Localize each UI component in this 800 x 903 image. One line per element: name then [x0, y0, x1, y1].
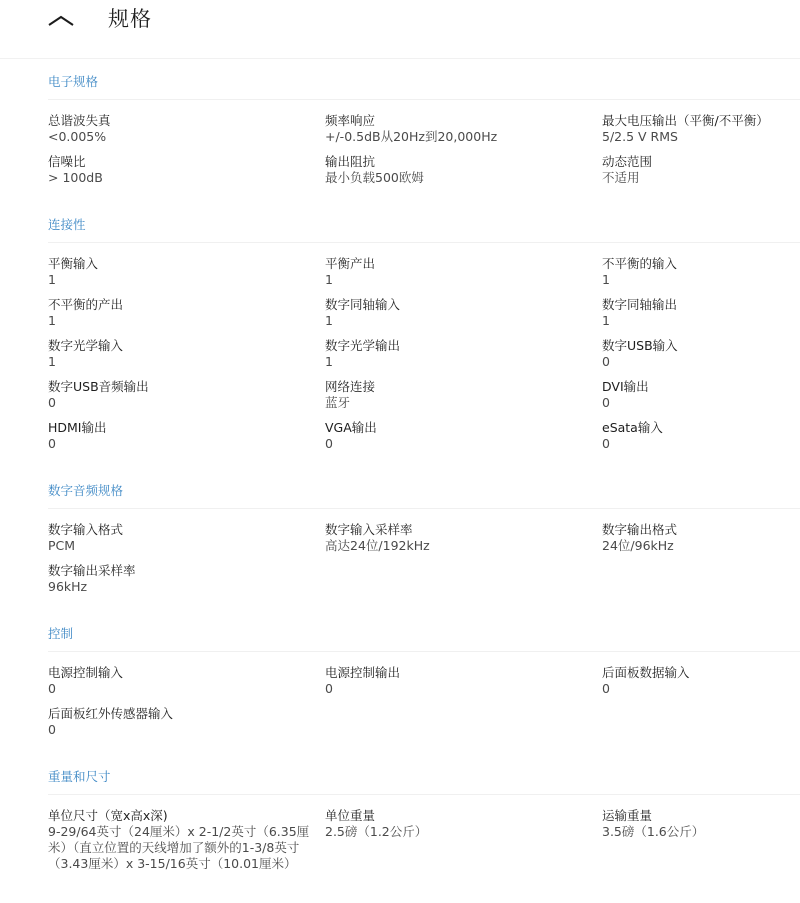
- spec-value: 5/2.5 V RMS: [602, 129, 678, 144]
- spec-item: [602, 665, 800, 706]
- spec-value: +/-0.5dB从20Hz到20,000Hz: [325, 129, 498, 144]
- spec-label: 电源控制输出: [325, 665, 401, 680]
- spec-value: 1: [325, 272, 333, 287]
- spec-label: 不平衡的产出: [48, 297, 124, 312]
- spec-label: VGA输出: [325, 420, 377, 435]
- spec-value: 0: [48, 395, 56, 410]
- spec-item: [48, 113, 325, 154]
- spec-item: [602, 808, 800, 849]
- spec-item: [602, 420, 800, 461]
- spec-label: 数字输出格式: [602, 522, 678, 537]
- section-title: 控制: [48, 626, 74, 641]
- section-title: 电子规格: [48, 74, 99, 89]
- spec-label: DVI输出: [602, 379, 649, 394]
- spec-label: 后面板红外传感器输入: [48, 706, 174, 721]
- spec-grid: [48, 665, 800, 747]
- spec-value: 0: [48, 681, 56, 696]
- spec-label: 不平衡的输入: [602, 256, 678, 271]
- spec-label: 电源控制输入: [48, 665, 124, 680]
- spec-item: [325, 379, 602, 420]
- spec-label: 总谐波失真: [48, 113, 111, 128]
- spec-label: eSata输入: [602, 420, 663, 435]
- spec-grid: [48, 256, 800, 461]
- spec-label: 数字输入采样率: [325, 522, 413, 537]
- spec-label: 后面板数据输入: [602, 665, 690, 680]
- section-title: 数字音频规格: [48, 483, 124, 498]
- spec-value: 9-29/64英寸（24厘米）x 2-1/2英寸（6.35厘米）（直立位置的天线增加了额外的1-3/8英寸（3.43厘米）x 3-15/16英寸（10.01厘米）: [48, 824, 310, 871]
- spec-item: [325, 522, 602, 563]
- spec-value: 0: [602, 354, 610, 369]
- spec-value: 2.5磅（1.2公斤）: [325, 824, 428, 839]
- spec-label: 平衡输入: [48, 256, 99, 271]
- spec-label: 平衡产出: [325, 256, 376, 271]
- section-divider: [48, 794, 800, 795]
- spec-item: [325, 154, 602, 195]
- spec-value: 最小负载500欧姆: [325, 170, 424, 185]
- spec-label: HDMI输出: [48, 420, 107, 435]
- spec-item: [48, 563, 325, 604]
- spec-item: [48, 665, 325, 706]
- spec-label: 数字USB输入: [602, 338, 678, 353]
- spec-label: 信噪比: [48, 154, 86, 169]
- spec-label: 动态范围: [602, 154, 653, 169]
- spec-value: PCM: [48, 538, 76, 553]
- spec-value: 1: [325, 313, 333, 328]
- spec-label: 数字光学输入: [48, 338, 124, 353]
- spec-value: 1: [48, 313, 56, 328]
- spec-item: [325, 808, 602, 849]
- spec-label: 单位重量: [325, 808, 376, 823]
- spec-item: [325, 256, 602, 297]
- spec-item: [48, 338, 325, 379]
- spec-grid: [48, 808, 800, 890]
- section-divider: [48, 99, 800, 100]
- spec-value: 0: [48, 436, 56, 451]
- spec-value: 1: [48, 354, 56, 369]
- spec-item: [48, 256, 325, 297]
- spec-item: [48, 379, 325, 420]
- spec-item: [48, 420, 325, 461]
- spec-item: [602, 113, 800, 154]
- section-divider: [48, 651, 800, 652]
- section-divider: [48, 242, 800, 243]
- spec-value: > 100dB: [48, 170, 103, 185]
- spec-value: 1: [325, 354, 333, 369]
- spec-item: [602, 338, 800, 379]
- spec-value: 不适用: [602, 170, 640, 185]
- spec-value: 0: [325, 681, 333, 696]
- spec-item: [325, 420, 602, 461]
- page-header: [0, 0, 800, 40]
- spec-value: <0.005%: [48, 129, 107, 144]
- spec-item: [602, 154, 800, 195]
- spec-value: 3.5磅（1.6公斤）: [602, 824, 705, 839]
- header-divider: [0, 58, 800, 59]
- spec-grid: [48, 522, 800, 604]
- spec-item: [48, 706, 325, 747]
- spec-item: [325, 338, 602, 379]
- spec-value: 1: [602, 313, 610, 328]
- chevron-up-icon[interactable]: [46, 10, 76, 30]
- spec-label: 数字光学输出: [325, 338, 401, 353]
- spec-label: 数字同轴输入: [325, 297, 401, 312]
- spec-item: [602, 379, 800, 420]
- spec-item: [48, 297, 325, 338]
- spec-item: [602, 522, 800, 563]
- spec-value: 0: [48, 722, 56, 737]
- spec-value: 0: [602, 436, 610, 451]
- spec-label: 运输重量: [602, 808, 653, 823]
- spec-item: [48, 522, 325, 563]
- spec-item: [48, 154, 325, 195]
- spec-label: 频率响应: [325, 113, 376, 128]
- spec-value: 0: [602, 681, 610, 696]
- spec-grid: [48, 113, 800, 195]
- spec-label: 最大电压输出（平衡/不平衡）: [602, 113, 769, 128]
- spec-item: [48, 808, 325, 890]
- spec-value: 24位/96kHz: [602, 538, 674, 553]
- spec-label: 网络连接: [325, 379, 376, 394]
- section-title: 重量和尺寸: [48, 769, 111, 784]
- spec-value: 0: [602, 395, 610, 410]
- page-title: 规格: [108, 7, 152, 31]
- spec-item: [602, 297, 800, 338]
- spec-value: 96kHz: [48, 579, 88, 594]
- spec-label: 数字同轴输出: [602, 297, 678, 312]
- spec-value: 蓝牙: [325, 395, 351, 410]
- spec-value: 高达24位/192kHz: [325, 538, 430, 553]
- spec-label: 数字输入格式: [48, 522, 124, 537]
- spec-label: 输出阻抗: [325, 154, 376, 169]
- spec-value: 1: [602, 272, 610, 287]
- spec-item: [325, 113, 602, 154]
- spec-label: 数字输出采样率: [48, 563, 136, 578]
- spec-item: [325, 665, 602, 706]
- spec-label: 单位尺寸（宽x高x深): [48, 808, 168, 823]
- spec-item: [602, 256, 800, 297]
- spec-label: 数字USB音频输出: [48, 379, 149, 394]
- spec-value: 1: [48, 272, 56, 287]
- section-divider: [48, 508, 800, 509]
- spec-item: [325, 297, 602, 338]
- spec-value: 0: [325, 436, 333, 451]
- section-title: 连接性: [48, 217, 86, 232]
